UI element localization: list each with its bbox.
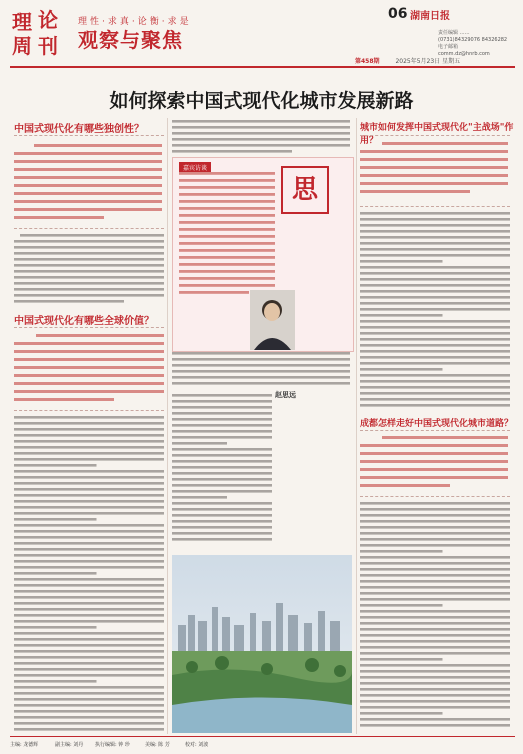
lead-paragraph bbox=[360, 436, 510, 498]
logo-char: 刊 bbox=[38, 34, 58, 58]
logo-char: 理 bbox=[12, 10, 32, 34]
text-lines bbox=[14, 234, 166, 304]
divider bbox=[14, 135, 164, 136]
body-column bbox=[172, 352, 352, 396]
footer-item: 美编: 陈 芳 bbox=[145, 742, 170, 748]
footer-item: 主编: 龙德辉 bbox=[10, 742, 39, 748]
logo-char: 周 bbox=[12, 34, 32, 58]
text-lines bbox=[14, 142, 164, 226]
divider bbox=[360, 430, 510, 431]
text-lines bbox=[172, 394, 352, 544]
section-heading: 城市如何发挥中国式现代化"主战场"作用？ bbox=[360, 123, 514, 146]
body-column bbox=[14, 234, 166, 308]
author-name: 赵思远 bbox=[275, 390, 296, 399]
body-column bbox=[14, 416, 166, 738]
city-image bbox=[172, 555, 352, 733]
author-photo bbox=[250, 290, 295, 350]
text-lines bbox=[172, 120, 352, 156]
text-lines bbox=[14, 416, 166, 734]
section-heading: 成都怎样走好中国式现代化城市道路？ bbox=[360, 419, 514, 429]
section-heading: 中国式现代化有哪些全球价值？ bbox=[14, 316, 154, 327]
column-divider bbox=[167, 118, 168, 734]
interview-label: 嘉宾访谈 bbox=[179, 162, 211, 173]
text-lines bbox=[360, 436, 510, 494]
lead-paragraph bbox=[14, 334, 166, 412]
text-lines bbox=[360, 142, 510, 202]
divider bbox=[360, 206, 510, 207]
column-divider bbox=[356, 118, 357, 734]
interview-continuation bbox=[172, 390, 352, 544]
landscape-photo bbox=[172, 555, 352, 733]
slogan: 理性·求真·论衡·求是 bbox=[78, 17, 192, 27]
page-number: 06 bbox=[388, 6, 408, 22]
footer-item: 校对: 刘波 bbox=[185, 742, 209, 748]
divider bbox=[14, 327, 164, 328]
text-lines bbox=[360, 502, 512, 734]
body-column bbox=[360, 502, 512, 738]
section-title: 观察与聚焦 bbox=[78, 28, 183, 52]
masthead-logo bbox=[10, 6, 70, 60]
divider bbox=[360, 496, 510, 497]
body-column bbox=[360, 212, 512, 416]
lead-paragraph bbox=[360, 142, 510, 206]
text-lines bbox=[360, 212, 512, 412]
footer bbox=[0, 738, 523, 754]
divider bbox=[14, 410, 164, 411]
divider bbox=[14, 228, 164, 229]
top-rule bbox=[10, 66, 515, 68]
interview-badge: 思 bbox=[281, 166, 329, 214]
text-lines bbox=[14, 334, 166, 408]
footer-item: 执行编辑: 钟 珍 bbox=[95, 742, 130, 748]
footer-rule bbox=[10, 736, 515, 737]
divider bbox=[360, 135, 510, 136]
issue-date: 2025年5月23日 星期五 bbox=[395, 58, 461, 65]
logo-char: 论 bbox=[38, 8, 58, 32]
section-heading: 中国式现代化有哪些独创性？ bbox=[14, 124, 144, 135]
footer-item: 副主编: 刘丹 bbox=[55, 742, 84, 748]
portrait bbox=[250, 290, 295, 350]
lead-paragraph bbox=[14, 142, 164, 226]
page-headline: 如何探索中国式现代化城市发展新路 bbox=[109, 90, 414, 112]
issue-label: 第458期 bbox=[355, 58, 380, 65]
text-lines bbox=[172, 352, 352, 392]
body-column bbox=[172, 120, 352, 160]
paper-name: 湖南日报 bbox=[410, 11, 450, 22]
